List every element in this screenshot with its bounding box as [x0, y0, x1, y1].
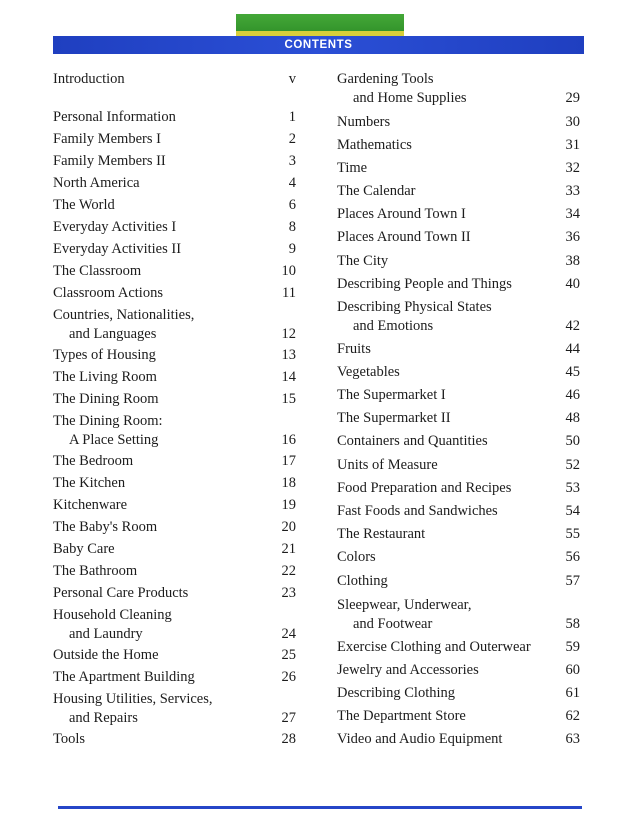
toc-entry-title-continued: and Laundry — [69, 626, 143, 642]
toc-entry-title: Vegetables — [337, 364, 400, 380]
toc-page-number: 1 — [288, 109, 296, 125]
toc-entry-title: The Calendar — [337, 183, 416, 199]
toc-entry-title: The Classroom — [53, 263, 142, 279]
toc-page-number: 19 — [281, 497, 296, 513]
toc-entry-title: The Bedroom — [53, 453, 134, 469]
toc-entry-title: Personal Information — [53, 109, 176, 125]
toc-entry-title: North America — [53, 175, 140, 191]
toc-page-number: 28 — [281, 731, 296, 747]
toc-entry — [53, 606, 296, 644]
toc-page-number: 45 — [565, 364, 580, 380]
toc-entry-title: Video and Audio Equipment — [337, 731, 503, 747]
toc-page-number: 10 — [281, 263, 296, 279]
toc-entry — [53, 218, 296, 237]
toc-entry-title: Jewelry and Accessories — [337, 662, 479, 678]
toc-entry-title: Sleepwear, Underwear, — [337, 597, 472, 613]
toc-entry-title: Everyday Activities I — [53, 219, 177, 235]
toc-entry-title: Baby Care — [53, 541, 115, 557]
toc-entry-title-continued: and Languages — [69, 326, 157, 342]
toc-entry — [337, 298, 580, 336]
toc-page-number: 36 — [565, 229, 580, 245]
toc-page-number: 25 — [281, 647, 296, 663]
toc-entry-title: Clothing — [337, 573, 388, 589]
toc-entry — [337, 684, 580, 703]
toc-entry-title: Time — [337, 160, 368, 176]
toc-entry — [337, 275, 580, 294]
toc-page-number: 46 — [565, 387, 580, 403]
toc-entry-title: The Department Store — [337, 708, 466, 724]
toc-entry-title: The Dining Room — [53, 391, 159, 407]
toc-entry-title: Countries, Nationalities, — [53, 307, 195, 323]
toc-entry-title: Units of Measure — [337, 457, 438, 473]
toc-entry-title: Kitchenware — [53, 497, 128, 513]
toc-entry-title: Describing Clothing — [337, 685, 456, 701]
toc-entry — [337, 596, 580, 634]
toc-entry-title: The Apartment Building — [53, 669, 195, 685]
toc-entry-title: Gardening Tools — [337, 71, 434, 87]
toc-page-number: 58 — [565, 616, 580, 632]
toc-entry-title-continued: A Place Setting — [69, 432, 159, 448]
toc-entry — [337, 661, 580, 680]
toc-entry — [53, 496, 296, 515]
toc-page-number: 15 — [281, 391, 296, 407]
toc-entry-title: Family Members I — [53, 131, 161, 147]
toc-page-number: 2 — [288, 131, 296, 147]
toc-entry — [337, 479, 580, 498]
toc-page-number: 59 — [565, 639, 580, 655]
toc-page-number: 53 — [565, 480, 580, 496]
toc-entry-title: The Supermarket I — [337, 387, 446, 403]
toc-entry — [53, 474, 296, 493]
toc-entry — [337, 136, 580, 155]
toc-entry-title: Describing People and Things — [337, 276, 512, 292]
toc-page-number: 11 — [282, 285, 296, 301]
toc-entry-title: Outside the Home — [53, 647, 159, 663]
toc-entry-title: The Restaurant — [337, 526, 426, 542]
toc-entry-title: Family Members II — [53, 153, 166, 169]
toc-entry-title-continued: and Home Supplies — [353, 90, 467, 106]
toc-page-number: 40 — [565, 276, 580, 292]
toc-entry-title: Mathematics — [337, 137, 412, 153]
toc-entry — [337, 638, 580, 657]
toc-entry — [337, 456, 580, 475]
toc-entry — [53, 452, 296, 471]
toc-entry-title: Classroom Actions — [53, 285, 163, 301]
toc-entry — [53, 108, 296, 127]
toc-entry-title: Tools — [53, 731, 86, 747]
toc-entry-title: Introduction — [53, 71, 125, 87]
footer-rule — [58, 806, 582, 809]
toc-entry — [53, 174, 296, 193]
toc-page-number: 61 — [565, 685, 580, 701]
toc-page-number: 21 — [281, 541, 296, 557]
toc-page-number: 56 — [565, 549, 580, 565]
toc-entry — [337, 572, 580, 591]
toc-page-number: 13 — [281, 347, 296, 363]
toc-entry — [53, 646, 296, 665]
toc-entry-title: Types of Housing — [53, 347, 156, 363]
toc-entry-title: The Living Room — [53, 369, 157, 385]
toc-entry — [53, 390, 296, 409]
toc-entry — [337, 707, 580, 726]
toc-page-number: 44 — [565, 341, 580, 357]
toc-entry — [337, 228, 580, 247]
toc-entry — [337, 502, 580, 521]
toc-page-number: 29 — [565, 90, 580, 106]
toc-page-number: 30 — [565, 114, 580, 130]
toc-page-number: 6 — [288, 197, 296, 213]
toc-page-number: 9 — [288, 241, 296, 257]
toc-page-number: 24 — [281, 626, 296, 642]
toc-entry — [53, 584, 296, 603]
toc-entry-title: Personal Care Products — [53, 585, 189, 601]
toc-page-number: 34 — [565, 206, 580, 222]
toc-page-number: 20 — [281, 519, 296, 535]
toc-entry — [337, 340, 580, 359]
toc-entry — [337, 159, 580, 178]
toc-entry — [53, 562, 296, 581]
toc-entry — [337, 548, 580, 567]
toc-page-number: 32 — [565, 160, 580, 176]
toc-page-number: 57 — [565, 573, 580, 589]
toc-entry — [53, 152, 296, 171]
toc-entry — [337, 525, 580, 544]
toc-entry-title: Containers and Quantities — [337, 433, 488, 449]
toc-entry — [53, 412, 296, 450]
toc-entry — [53, 306, 296, 344]
toc-page-number: 50 — [565, 433, 580, 449]
toc-entry-title: Places Around Town I — [337, 206, 466, 222]
toc-entry-title: The City — [337, 253, 389, 269]
toc-page-number: 17 — [281, 453, 296, 469]
toc-entry-title: The Dining Room: — [53, 413, 163, 429]
toc-page-number: v — [288, 71, 296, 87]
toc-page-number: 18 — [281, 475, 296, 491]
toc-entry — [53, 70, 296, 89]
page-title: CONTENTS — [284, 39, 353, 51]
toc-page-number: 48 — [565, 410, 580, 426]
toc-page-number: 4 — [288, 175, 296, 191]
toc-page-number: 31 — [565, 137, 580, 153]
toc-page-number: 52 — [565, 457, 580, 473]
toc-entry-title: Describing Physical States — [337, 299, 492, 315]
toc-page-number: 63 — [565, 731, 580, 747]
toc-entry — [337, 730, 580, 749]
toc-entry-title: Housing Utilities, Services, — [53, 691, 213, 707]
toc-entry — [53, 690, 296, 728]
toc-entry — [53, 730, 296, 749]
toc-page-number: 23 — [281, 585, 296, 601]
toc-page-number: 3 — [288, 153, 296, 169]
toc-entry-title: The Baby's Room — [53, 519, 158, 535]
toc-entry — [53, 130, 296, 149]
toc-entry — [337, 182, 580, 201]
toc-entry — [337, 432, 580, 451]
toc-entry-title: Numbers — [337, 114, 391, 130]
toc-page-number: 38 — [565, 253, 580, 269]
toc-entry — [53, 368, 296, 387]
toc-entry-title: The Bathroom — [53, 563, 138, 579]
toc-page-number: 55 — [565, 526, 580, 542]
toc-entry — [337, 363, 580, 382]
toc-page-number: 26 — [281, 669, 296, 685]
toc-page-number: 60 — [565, 662, 580, 678]
toc-page-number: 33 — [565, 183, 580, 199]
toc-entry-title: Fast Foods and Sandwiches — [337, 503, 498, 519]
toc-entry-title: The Kitchen — [53, 475, 126, 491]
toc-page-number: 16 — [281, 432, 296, 448]
toc-entry-title-continued: and Footwear — [353, 616, 433, 632]
toc-entry-title: Food Preparation and Recipes — [337, 480, 512, 496]
toc-entry — [53, 518, 296, 537]
toc-entry-title-continued: and Emotions — [353, 318, 434, 334]
toc-entry-title: The World — [53, 197, 115, 213]
toc-entry-title: The Supermarket II — [337, 410, 451, 426]
toc-entry — [337, 70, 580, 108]
toc-entry — [53, 540, 296, 559]
contents-header — [53, 36, 584, 54]
toc-entry — [53, 284, 296, 303]
toc-entry — [337, 386, 580, 405]
toc-entry-title: Fruits — [337, 341, 371, 357]
toc-entry-title: Colors — [337, 549, 376, 565]
toc-entry — [53, 240, 296, 259]
toc-page-number: 42 — [565, 318, 580, 334]
toc-entry — [53, 262, 296, 281]
toc-entry-title-continued: and Repairs — [69, 710, 138, 726]
toc-page-number: 22 — [281, 563, 296, 579]
toc-entry — [53, 668, 296, 687]
toc-entry-title: Places Around Town II — [337, 229, 471, 245]
toc-entry — [337, 252, 580, 271]
toc-entry-title: Everyday Activities II — [53, 241, 182, 257]
toc-page-number: 14 — [281, 369, 296, 385]
toc-page-number: 62 — [565, 708, 580, 724]
toc-entry — [53, 196, 296, 215]
toc-page-number: 8 — [288, 219, 296, 235]
toc-entry — [337, 409, 580, 428]
toc-entry — [53, 346, 296, 365]
toc-entry — [337, 113, 580, 132]
toc-page-number: 12 — [281, 326, 296, 342]
toc-entry-title: Exercise Clothing and Outerwear — [337, 639, 531, 655]
toc-entry-title: Household Cleaning — [53, 607, 172, 623]
toc-entry — [337, 205, 580, 224]
toc-page-number: 54 — [565, 503, 580, 519]
toc-page-number: 27 — [281, 710, 296, 726]
